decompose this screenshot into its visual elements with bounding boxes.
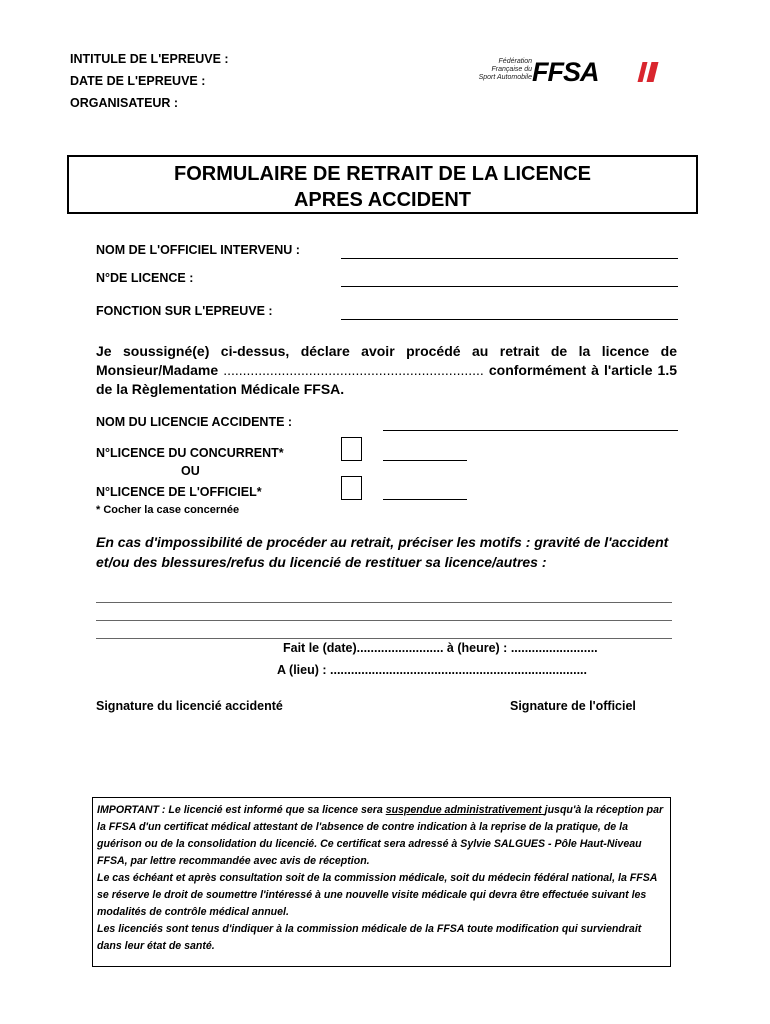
signature-officiel-label: Signature de l'officiel [510,699,636,713]
nom-licencie-label: NOM DU LICENCIE ACCIDENTE : [96,415,293,429]
licence-officiel2-label: N°LICENCE DE L'OFFICIEL* [96,485,262,499]
title-line-1: FORMULAIRE DE RETRAIT DE LA LICENCE [173,163,592,185]
nom-licencie-field[interactable] [383,430,678,431]
date-label: DATE DE L'EPREUVE : [70,74,206,88]
important-underlined: suspendue administrativement [385,804,545,816]
checkbox-note: * Cocher la case concernée [96,504,240,516]
organisateur-label: ORGANISATEUR : [70,96,179,110]
title-line-2: APRES ACCIDENT [293,189,472,211]
motif-line-1[interactable] [96,602,672,603]
fait-le-line: Fait le (date)......................... à (heure) : ......................... [283,641,598,655]
logo-line-2: Française du [491,66,532,73]
ou-label: OU [181,464,200,478]
important-para-1 [97,802,666,870]
fonction-label: FONCTION SUR L'EPREUVE : [96,304,273,318]
logo-brand: FFSA [532,57,599,87]
motif-line-2[interactable] [96,620,672,621]
fonction-field[interactable] [341,319,678,320]
impossibility-text: En cas d'impossibilité de procéder au retrait, préciser les motifs : gravité de l'accident et/ou des blessures/refus du licencié de restituer sa licence/autres : [96,534,669,570]
declaration-paragraph [96,342,677,399]
title-box [67,155,698,214]
logo-line-1: Fédération [498,58,532,65]
nom-officiel-label: NOM DE L'OFFICIEL INTERVENU : [96,243,300,257]
ffsa-logo [466,58,656,86]
declaration-text-2: conformément à l'article 1.5 de la Règlementation Médicale FFSA. [96,362,677,397]
signature-licencie-label: Signature du licencié accidenté [96,699,283,713]
motif-line-3[interactable] [96,638,672,639]
important-notice [92,797,671,967]
logo-federation-text [479,58,532,82]
important-para-3: Les licenciés sont tenus d'indiquer à la commission médicale de la FFSA toute modification qui surviendrait dans leur état de santé. [97,923,642,952]
licence-concurrent-field[interactable] [383,460,467,461]
licence-officiel-field[interactable] [341,286,678,287]
important-intro: IMPORTANT : Le licencié est informé que sa licence sera [97,804,386,816]
important-para-2: Le cas échéant et après consultation soit de la commission médicale, soit du médecin fédéral national, la FFSA se réserve le droit de soumettre l'intéressé à une nouvelle visite médicale qui devra être effectuée suivant les modalités de contrôle médical annuel. [97,872,658,918]
nom-officiel-field[interactable] [341,258,678,259]
declaration-name-dots[interactable]: ................................................................... [223,362,484,378]
important-rest: jusqu'à la réception par la FFSA d'un certificat médical attestant de l'absence de contre indication à la reprise de la pratique, de la guérison ou de la consolidation du licencié. Ce certificat sera adressé à Sylvie SALGUES - Pôle Haut-Niveau FFSA, par lettre recommandée avec avis de réception. [97,804,664,867]
logo-line-3: Sport Automobile [478,74,532,81]
logo-mark-icon [638,62,659,82]
licence-officiel-label: N°DE LICENCE : [96,271,194,285]
declaration-text-1: Je soussigné(e) ci-dessus, déclare avoir procédé au retrait de la licence de Monsieur/Madame [96,343,677,378]
licence-concurrent-label: N°LICENCE DU CONCURRENT* [96,446,284,460]
lieu-line: A (lieu) : .......................................................................... [277,663,587,677]
licence-officiel2-field[interactable] [383,499,467,500]
officiel-checkbox[interactable] [341,476,362,500]
concurrent-checkbox[interactable] [341,437,362,461]
intitule-label: INTITULE DE L'EPREUVE : [70,52,229,66]
